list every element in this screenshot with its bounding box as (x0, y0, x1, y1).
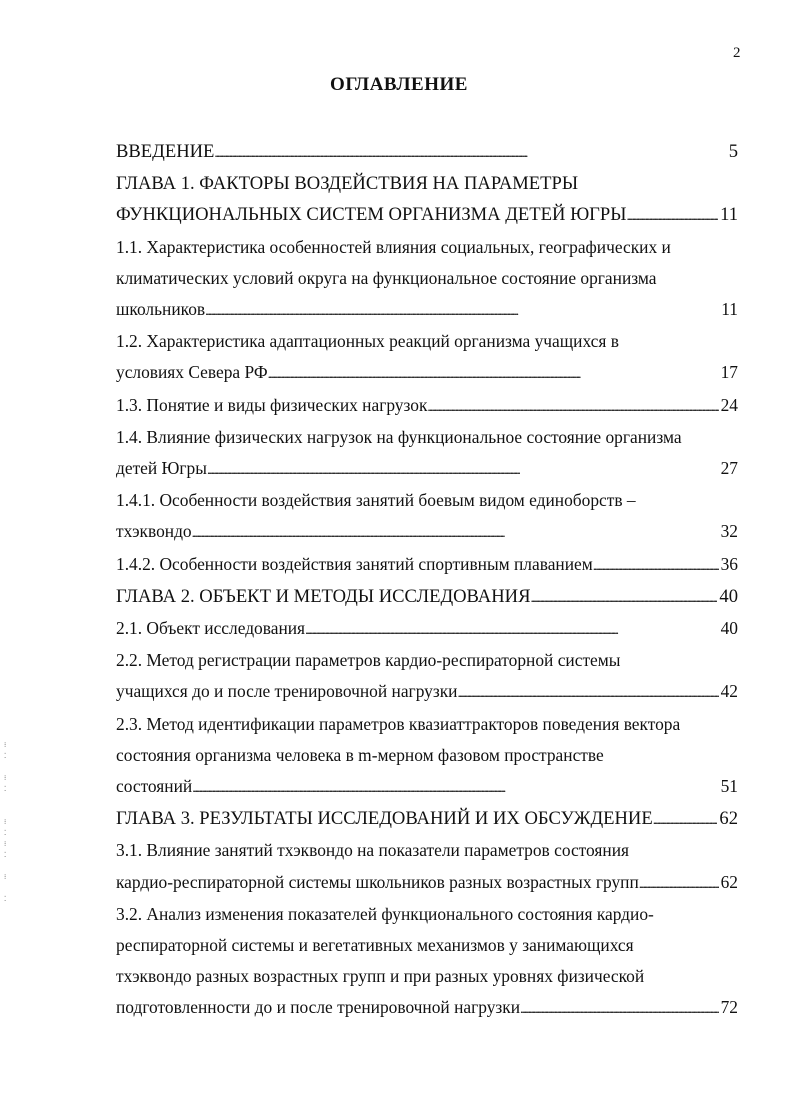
dot-leader (214, 136, 726, 168)
toc-entry-page: 36 (720, 553, 738, 574)
toc-entry (116, 709, 738, 804)
toc-entry-text: кардио-респираторной системы школьников разных возрастных групп (116, 871, 639, 892)
toc-entry-text: 2.2. Метод регистрации параметров кардио-респираторной системы (116, 650, 621, 671)
dot-leader (207, 453, 719, 485)
toc-entry-page: 42 (720, 681, 738, 702)
toc-entry-text: 2.1. Объект исследования (116, 618, 306, 639)
toc-entry (116, 549, 738, 581)
toc-entry-line (116, 930, 738, 961)
toc-entry-line (116, 294, 738, 326)
toc-entry-line (116, 485, 738, 516)
toc-entry-page: 40 (720, 618, 738, 639)
toc-entry-text: условиях Севера РФ (116, 362, 268, 383)
toc-entry-page: 72 (720, 997, 738, 1018)
table-of-contents (116, 136, 738, 1025)
toc-entry-page: 62 (720, 871, 738, 892)
toc-entry-text: 2.3. Метод идентификации параметров квазиаттракторов поведения вектора (116, 713, 681, 734)
toc-entry-text: 3.1. Влияние занятий тхэквондо на показатели параметров состояния (116, 840, 630, 861)
toc-entry-line (116, 136, 738, 168)
toc-entry-text: климатических условий округа на функциональное состояние организма (116, 267, 657, 288)
toc-entry-text: 1.4.2. Особенности воздействия занятий спортивным плаванием (116, 553, 593, 574)
toc-entry (116, 326, 738, 389)
toc-entry-line (116, 645, 738, 676)
dot-leader (192, 516, 719, 548)
toc-entry (116, 422, 738, 485)
toc-entry-page: 24 (720, 394, 738, 415)
toc-entry-line (116, 899, 738, 930)
toc-entry-line (116, 199, 738, 231)
toc-entry-line (116, 740, 738, 771)
toc-entry-line (116, 549, 738, 581)
toc-entry-text: респираторной системы и вегетативных механизмов у занимающихся (116, 935, 634, 956)
toc-entry-text: 1.2. Характеристика адаптационных реакций организма учащихся в (116, 331, 619, 352)
toc-entry-line (116, 326, 738, 357)
toc-entry-line (116, 516, 738, 548)
toc-entry-text: ГЛАВА 1. ФАКТОРЫ ВОЗДЕЙСТВИЯ НА ПАРАМЕТРЫ (116, 173, 579, 195)
toc-entry (116, 645, 738, 708)
toc-entry (116, 390, 738, 422)
toc-entry-line (116, 390, 738, 422)
toc-entry (116, 613, 738, 645)
toc-entry-line (116, 357, 738, 389)
toc-entry-line (116, 453, 738, 485)
margin-scan-marks: ⁝ ⁚ ⁝ ⁚ ⁝ ⁚ ⁝ ⁚ ⁝ ⁚ (4, 741, 7, 903)
toc-entry-text: школьников (116, 299, 206, 320)
toc-entry-text: ВВЕДЕНИЕ (116, 141, 215, 162)
toc-entry-page: 27 (720, 458, 738, 479)
toc-entry-page: 11 (721, 299, 738, 320)
toc-title: ОГЛАВЛЕНИЕ (330, 74, 468, 95)
toc-entry-text: состояния организма человека в m-мерном фазовом пространстве (116, 744, 604, 765)
toc-entry-line (116, 835, 738, 866)
toc-entry-text: 1.1. Характеристика особенностей влияния социальных, географических и (116, 236, 671, 257)
dot-leader (205, 294, 719, 326)
toc-entry-line (116, 422, 738, 453)
toc-entry-text: подготовленности до и после тренировочной нагрузки (116, 997, 521, 1018)
toc-entry-line (116, 263, 738, 294)
dot-leader (305, 613, 719, 645)
toc-entry-text: тхэквондо разных возрастных групп и при разных уровнях физической (116, 966, 645, 987)
toc-entry-page: 40 (719, 585, 738, 607)
toc-entry-text: ГЛАВА 2. ОБЪЕКТ И МЕТОДЫ ИССЛЕДОВАНИЯ (116, 585, 531, 607)
toc-entry-line (116, 709, 738, 740)
toc-entry-page: 32 (720, 521, 738, 542)
toc-entry-line (116, 232, 738, 263)
dot-leader (593, 549, 719, 581)
toc-entry (116, 581, 738, 613)
dot-leader (520, 992, 719, 1024)
toc-entry-text: 1.4. Влияние физических нагрузок на функциональное состояние организма (116, 426, 682, 447)
toc-entry-line (116, 803, 738, 835)
toc-entry-text: ФУНКЦИОНАЛЬНЫХ СИСТЕМ ОРГАНИЗМА ДЕТЕЙ ЮГРЫ (116, 204, 627, 226)
toc-entry-line (116, 168, 738, 199)
toc-entry (116, 136, 738, 168)
toc-entry-text: тхэквондо (116, 521, 192, 542)
toc-entry (116, 835, 738, 898)
dot-leader (457, 676, 718, 708)
toc-entry-line (116, 771, 738, 803)
dot-leader (427, 390, 718, 422)
toc-entry (116, 485, 738, 548)
toc-entry-page: 17 (720, 362, 738, 383)
toc-entry-text: 1.3. Понятие и виды физических нагрузок (116, 394, 428, 415)
dot-leader (192, 771, 718, 803)
toc-entry-line (116, 581, 738, 613)
toc-entry-text: ГЛАВА 3. РЕЗУЛЬТАТЫ ИССЛЕДОВАНИЙ И ИХ ОБСУЖДЕНИЕ (116, 808, 653, 830)
toc-entry (116, 803, 738, 835)
toc-entry-line (116, 992, 738, 1024)
page-number: 2 (733, 45, 741, 61)
toc-entry (116, 168, 738, 231)
toc-entry-line (116, 961, 738, 992)
toc-entry-line (116, 613, 738, 645)
dot-leader (530, 581, 717, 613)
toc-entry-text: детей Югры (116, 458, 207, 479)
toc-entry-page: 51 (720, 776, 738, 797)
toc-entry-line (116, 676, 738, 708)
dot-leader (639, 867, 719, 899)
toc-entry-page: 11 (720, 204, 738, 226)
dot-leader (653, 803, 718, 835)
toc-entry (116, 899, 738, 1025)
toc-entry-text: учащихся до и после тренировочной нагрузки (116, 681, 458, 702)
toc-entry-line (116, 867, 738, 899)
toc-entry (116, 232, 738, 327)
toc-entry-text: 1.4.1. Особенности воздействия занятий боевым видом единоборств – (116, 490, 636, 511)
toc-entry-text: состояний (116, 776, 193, 797)
dot-leader (627, 199, 719, 231)
dot-leader (268, 357, 719, 389)
toc-entry-page: 62 (719, 808, 738, 830)
toc-entry-page: 5 (728, 141, 738, 162)
toc-entry-text: 3.2. Анализ изменения показателей функционального состояния кардио- (116, 903, 654, 924)
